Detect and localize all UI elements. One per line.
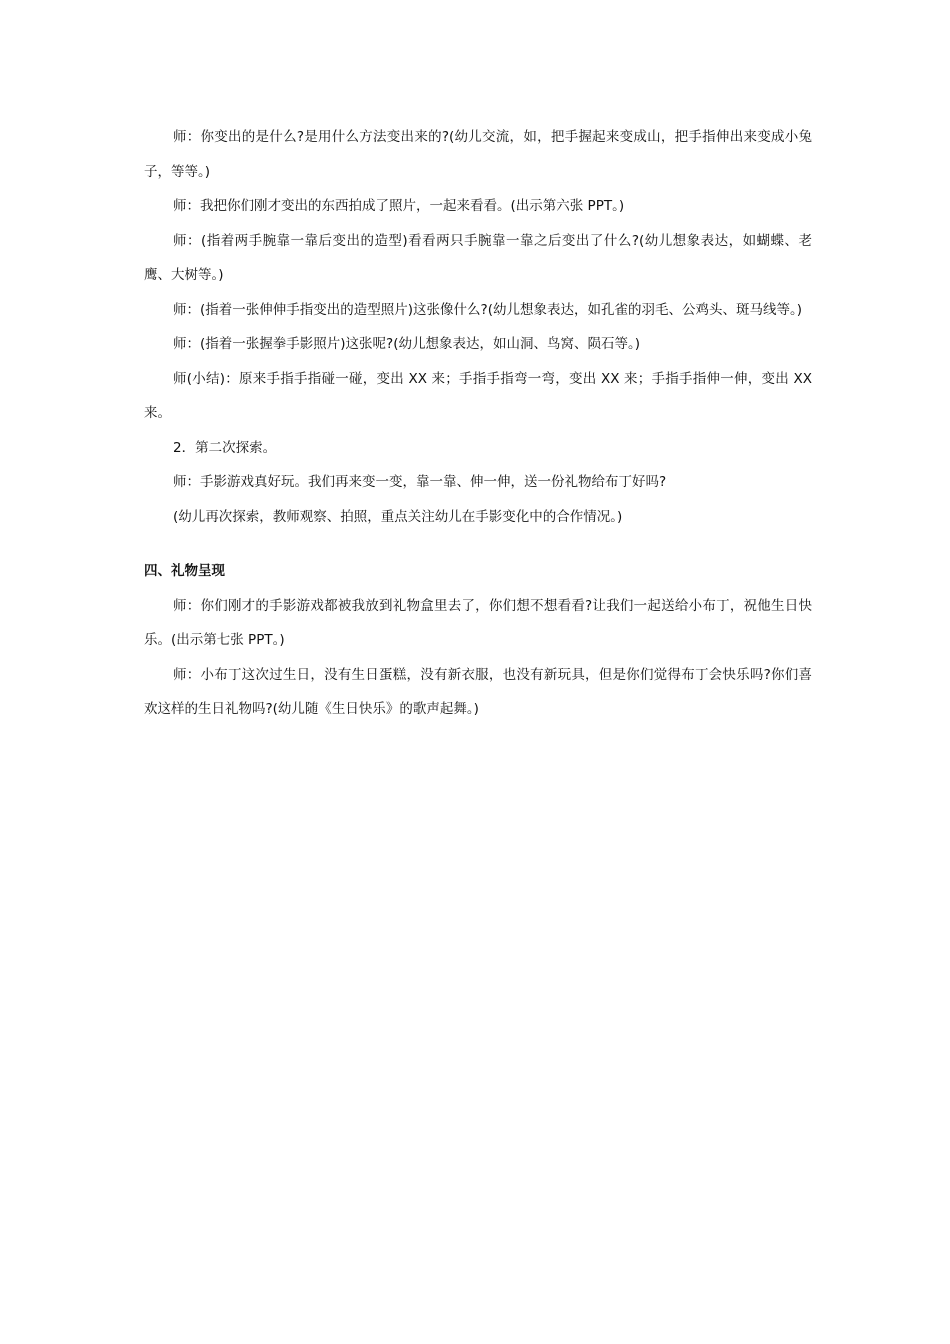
paragraph: 2．第二次探索。: [173, 439, 277, 456]
section-heading: 四、礼物呈现: [144, 563, 225, 579]
paragraph: 师：(指着一张伸伸手指变出的造型照片)这张像什么?(幼儿想象表达，如孔雀的羽毛、公鸡头、斑马线等。): [173, 301, 802, 318]
paragraph: 师：你们刚才的手影游戏都被我放到礼物盒里去了，你们想不想看看?让我们一起送给小布丁，祝他生日快乐。(出示第七张 PPT。): [144, 597, 812, 648]
paragraph: 师：你变出的是什么?是用什么方法变出来的?(幼儿交流，如，把手握起来变成山，把手指伸出来变成小兔子，等等。): [144, 129, 812, 180]
paragraph: 师：小布丁这次过生日，没有生日蛋糕，没有新衣服，也没有新玩具，但是你们觉得布丁会快乐吗?你们喜欢这样的生日礼物吗?(幼儿随《生日快乐》的歌声起舞。): [144, 666, 812, 717]
document-body: [144, 120, 812, 727]
paragraph: 师：手影游戏真好玩。我们再来变一变，靠一靠、伸一伸，送一份礼物给布丁好吗?: [173, 474, 667, 490]
paragraph: 师：(指着两手腕靠一靠后变出的造型)看看两只手腕靠一靠之后变出了什么?(幼儿想象表达，如蝴蝶、老鹰、大树等。): [144, 232, 812, 283]
paragraph: 师(小结)：原来手指手指碰一碰，变出 XX 来；手指手指弯一弯，变出 XX 来；手指手指伸一伸，变出 XX 来。: [144, 370, 812, 421]
paragraph: 师：我把你们刚才变出的东西拍成了照片，一起来看看。(出示第六张 PPT。): [173, 198, 625, 214]
paragraph: (幼儿再次探索，教师观察、拍照，重点关注幼儿在手影变化中的合作情况。): [173, 508, 623, 525]
paragraph: 师：(指着一张握拳手影照片)这张呢?(幼儿想象表达，如山洞、鸟窝、陨石等。): [173, 336, 640, 352]
